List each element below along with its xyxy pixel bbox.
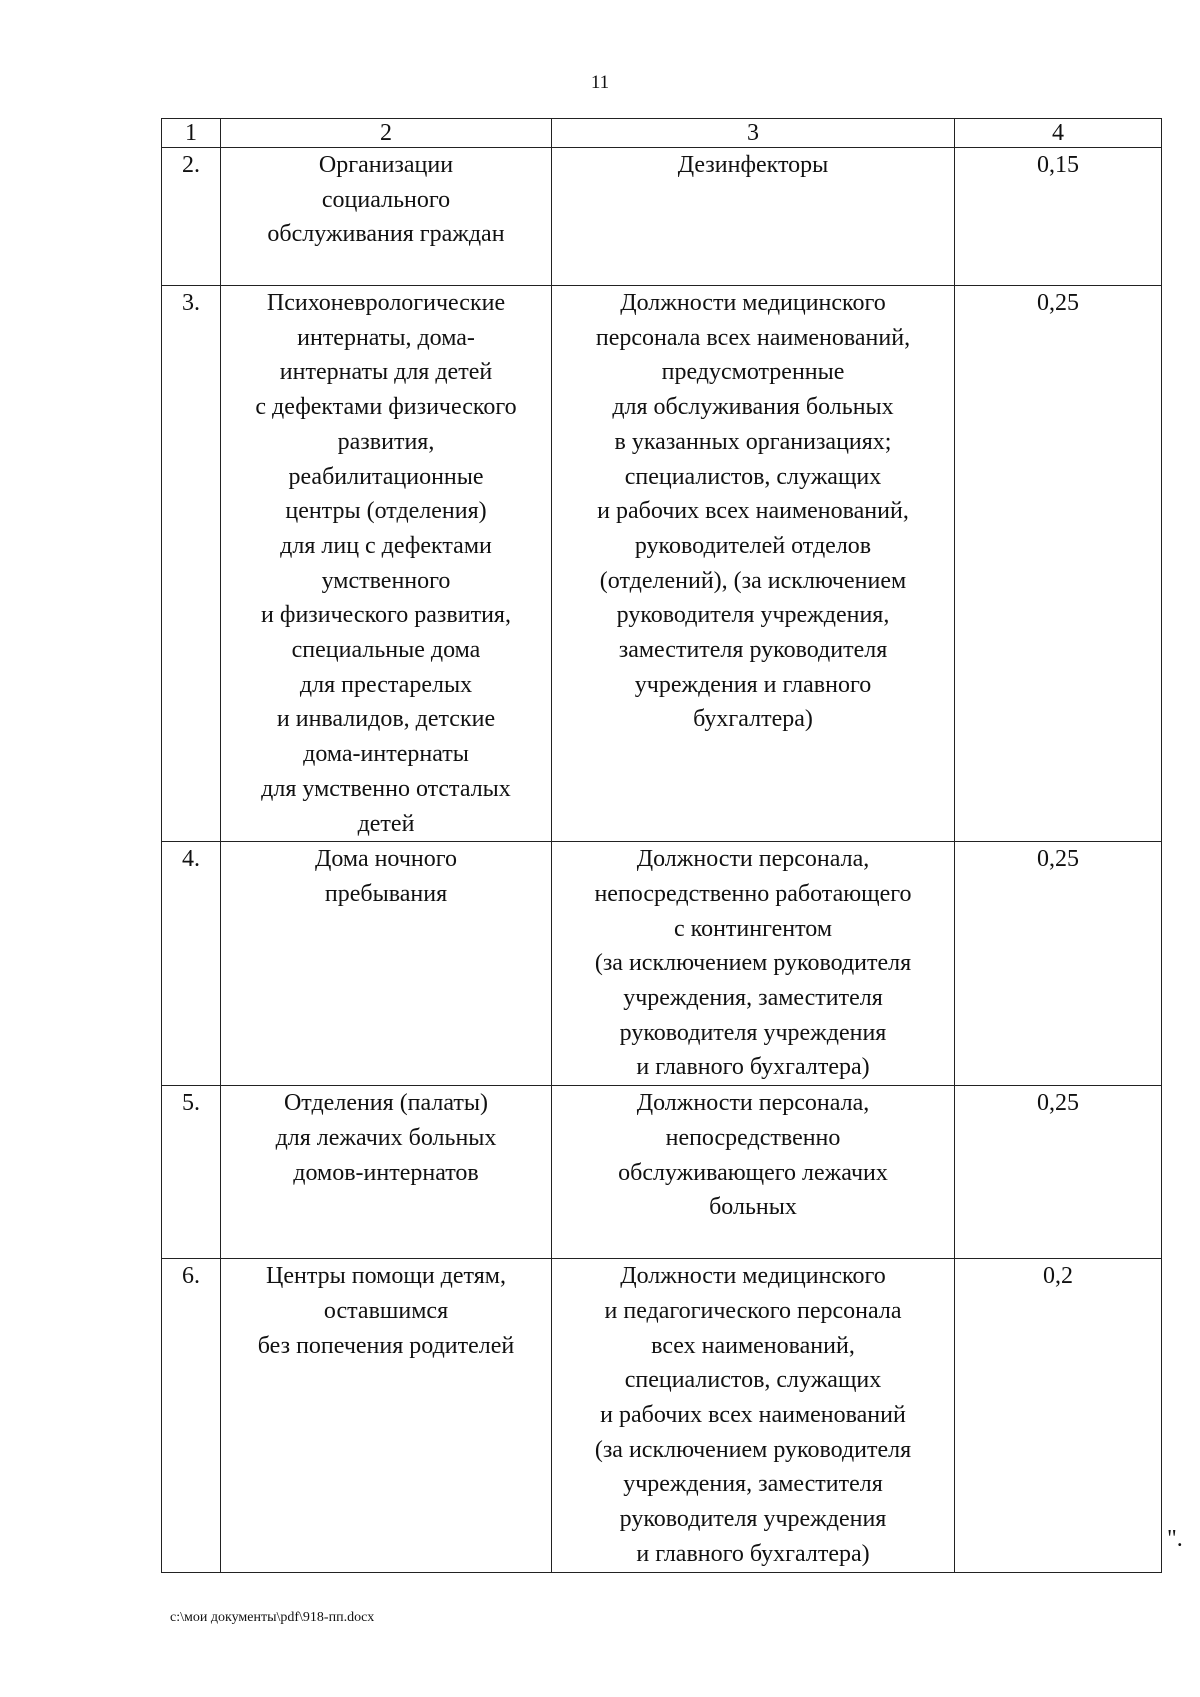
header-cell-1: 1 xyxy=(162,119,221,148)
organization-cell: Психоневрологические интернаты, дома- интернаты для детей с дефектами физического развития, реабилитационные центры (отделения) для лиц с дефектами умственного и физического развития, специальные дома для престарелых и инвалидов, детские дома-интернаты для умственно отсталых детей xyxy=(221,286,552,842)
closing-quote: ". xyxy=(1167,1526,1183,1552)
positions-cell: Должности медицинского персонала всех наименований, предусмотренные для обслуживания больных в указанных организациях; специалистов, служащих и рабочих всех наименований, руководителей отделов (отделений), (за исключением руководителя учреждения, заместителя руководителя учреждения и главного бухгалтера) xyxy=(552,286,955,842)
table-header-row xyxy=(162,119,1162,148)
positions-cell: Дезинфекторы xyxy=(552,148,955,286)
organization-cell: Организации социального обслуживания граждан xyxy=(221,148,552,286)
row-number: 3. xyxy=(162,286,221,842)
row-number: 6. xyxy=(162,1259,221,1572)
positions-cell: Должности персонала, непосредственно работающего с контингентом (за исключением руководителя учреждения, заместителя руководителя учреждения и главного бухгалтера) xyxy=(552,842,955,1086)
table-row xyxy=(162,148,1162,286)
row-number: 2. xyxy=(162,148,221,286)
organization-cell: Центры помощи детям, оставшимся без попечения родителей xyxy=(221,1259,552,1572)
value-cell: 0,25 xyxy=(955,286,1162,842)
main-table xyxy=(161,118,1162,1573)
row-number: 4. xyxy=(162,842,221,1086)
header-cell-4: 4 xyxy=(955,119,1162,148)
positions-cell: Должности медицинского и педагогического персонала всех наименований, специалистов, служащих и рабочих всех наименований (за исключением руководителя учреждения, заместителя руководителя учреждения и главного бухгалтера) xyxy=(552,1259,955,1572)
value-cell: 0,25 xyxy=(955,1086,1162,1259)
value-cell: 0,15 xyxy=(955,148,1162,286)
table-row xyxy=(162,842,1162,1086)
table-row xyxy=(162,286,1162,842)
footer-file-path: c:\мои документы\pdf\918-пп.docx xyxy=(170,1610,375,1625)
header-cell-3: 3 xyxy=(552,119,955,148)
value-cell: 0,25 xyxy=(955,842,1162,1086)
organization-cell: Дома ночного пребывания xyxy=(221,842,552,1086)
value-cell: 0,2 xyxy=(955,1259,1162,1572)
positions-cell: Должности персонала, непосредственно обслуживающего лежачих больных xyxy=(552,1086,955,1259)
table-row xyxy=(162,1086,1162,1259)
organization-cell: Отделения (палаты) для лежачих больных домов-интернатов xyxy=(221,1086,552,1259)
header-cell-2: 2 xyxy=(221,119,552,148)
row-number: 5. xyxy=(162,1086,221,1259)
table-row xyxy=(162,1259,1162,1572)
page-number: 11 xyxy=(590,72,610,93)
